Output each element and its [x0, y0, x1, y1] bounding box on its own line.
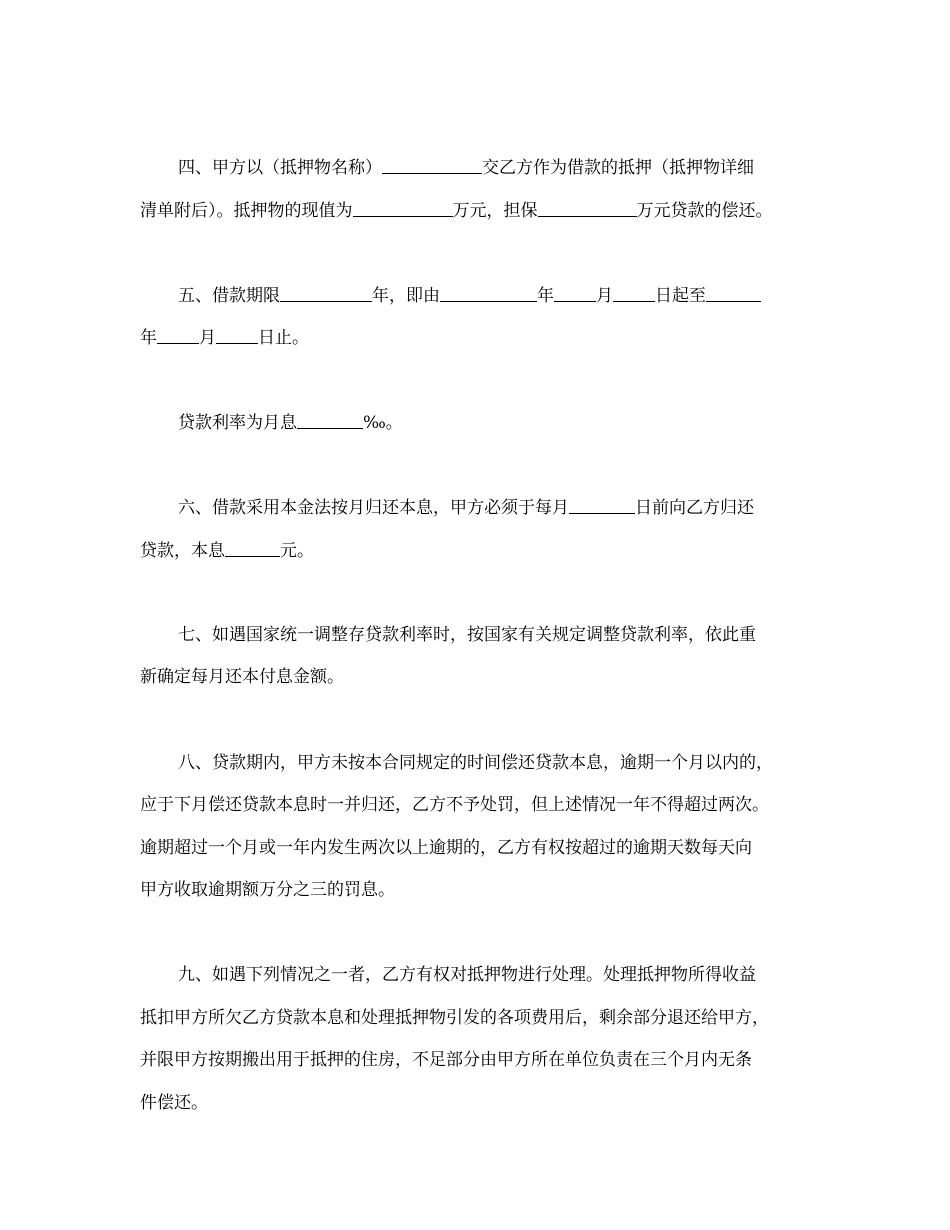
- section-4-line-1: [178, 156, 754, 178]
- section-6-line-1: [178, 496, 754, 518]
- blank-start-month: [554, 285, 596, 302]
- blank-monthly-rate: [297, 412, 363, 429]
- blank-end-day: [216, 327, 258, 344]
- section-7-line-1: 七、如遇国家统一调整存贷款利率时，按国家有关规定调整贷款利率，依此重: [178, 625, 756, 645]
- section-4-text: 交乙方作为借款的抵押（抵押物详细: [482, 158, 754, 178]
- section-4-text: 清单附后）。抵押物的现值为: [140, 201, 353, 221]
- blank-repayment-day: [569, 497, 635, 514]
- section-4-text: 万元贷款的偿还。: [636, 201, 773, 221]
- interest-rate-line: [178, 411, 403, 433]
- blank-loan-term: [280, 285, 372, 302]
- section-6-text: 贷款，本息: [140, 541, 225, 561]
- blank-end-month: [157, 327, 199, 344]
- section-8-line-2: 应于下月偿还贷款本息时一并归还，乙方不予处罚，但上述情况一年不得超过两次。: [140, 795, 769, 815]
- section-5-text: 五、借款期限: [178, 286, 280, 306]
- section-5-text: 年，即由: [372, 286, 440, 306]
- blank-start-year: [440, 285, 537, 302]
- section-5-text: 日止。: [258, 328, 309, 348]
- blank-collateral-name: [382, 157, 482, 174]
- section-4-line-2: [140, 199, 773, 221]
- section-5-line-2: [140, 326, 309, 348]
- section-6-text: 元。: [280, 541, 314, 561]
- section-8-line-3: 逾期超过一个月或一年内发生两次以上逾期的，乙方有权按超过的逾期天数每天向: [140, 838, 752, 858]
- blank-principal-interest: [225, 540, 280, 557]
- blank-guarantee-amount: [538, 200, 637, 217]
- section-5-line-1: [178, 284, 761, 306]
- section-5-text: 月: [596, 286, 613, 306]
- blank-start-day: [613, 285, 655, 302]
- section-6-text: 六、借款采用本金法按月归还本息，甲方必须于每月: [178, 498, 569, 518]
- section-5-text: 年: [140, 328, 157, 348]
- section-5-text: 日起至: [655, 286, 706, 306]
- section-4-text: 万元，担保: [452, 201, 538, 221]
- section-8-line-4: 甲方收取逾期额万分之三的罚息。: [140, 880, 395, 900]
- section-9-line-3: 并限甲方按期搬出用于抵押的住房，不足部分由甲方所在单位负责在三个月内无条: [140, 1050, 752, 1070]
- section-4-text: 四、甲方以（抵押物名称）: [178, 158, 382, 178]
- section-6-text: 日前向乙方归还: [635, 498, 754, 518]
- section-9-line-1: 九、如遇下列情况之一者，乙方有权对抵押物进行处理。处理抵押物所得收益: [178, 965, 756, 985]
- section-8-line-1: 八、贷款期内，甲方未按本合同规定的时间偿还贷款本息，逾期一个月以内的，: [178, 753, 773, 773]
- section-9-line-4: 件偿还。: [140, 1093, 208, 1113]
- section-5-text: 年: [537, 286, 554, 306]
- blank-end-year: [706, 285, 761, 302]
- section-7-line-2: 新确定每月还本付息金额。: [140, 667, 344, 687]
- section-5-text: 月: [199, 328, 216, 348]
- interest-rate-text: ‰。: [363, 413, 403, 433]
- blank-collateral-value: [353, 200, 453, 217]
- interest-rate-text: 贷款利率为月息: [178, 413, 297, 433]
- section-6-line-2: [140, 539, 314, 561]
- section-9-line-2: 抵扣甲方所欠乙方贷款本息和处理抵押物引发的各项费用后，剩余部分退还给甲方，: [140, 1008, 769, 1028]
